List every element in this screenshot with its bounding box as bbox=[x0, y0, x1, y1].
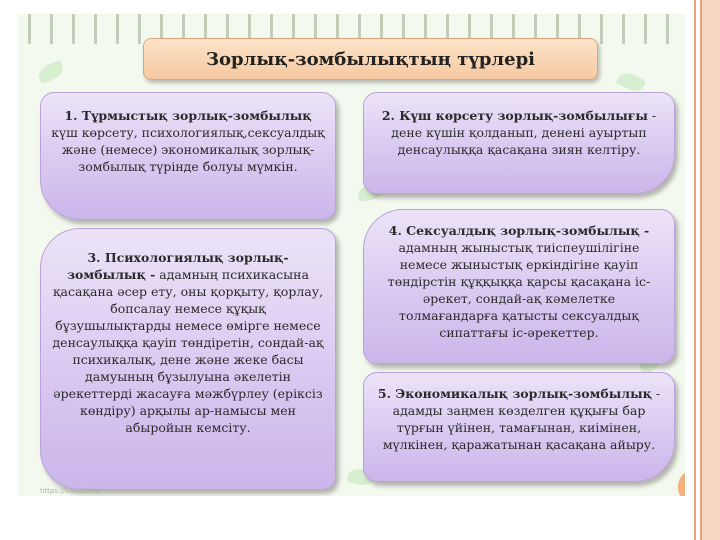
box-heading: 4. Сексуалдық зорлық-зомбылық - bbox=[388, 223, 650, 238]
violence-type-box-psychological bbox=[40, 228, 336, 490]
box-body: - адамды заңмен көзделген құқығы бар түрғын үйінен, тамағынан, киімінен, мүлкінен, қаражатынан қасақана айыру. bbox=[382, 386, 661, 452]
box-body: күш көрсету, психологиялық,сексуалдық және (немесе) экономикалық зорлық-зомбылық түрінде болуы мүмкін. bbox=[51, 125, 325, 174]
violence-type-box-domestic bbox=[40, 92, 336, 220]
side-decoration bbox=[688, 0, 720, 540]
box-body: адамның психикасына қасақана әсер ету, оны қорқыту, қорлау, бопсалау немесе құқық бұзушылықтарды немесе өмірге немесе денсаулыққа қауіп төндіретін, сондай-ақ психикалық, дене және жеке басы дамуының бұзылуына әкелетін әрекеттерді жасауға мәжбүрлеу (еріксіз көндіру) арқылы ар-намысы мен абыройын кемсіту. bbox=[52, 267, 324, 435]
box-heading: 3. Психологиялық зорлық-зомбылық - bbox=[67, 250, 289, 282]
leaf-decoration bbox=[36, 60, 66, 84]
box-body: адамның жыныстық тиіспеушілігіне немесе жыныстық еркіндігіне қауіп төндірстін құққыққа қарсы қасақана іс-әрекет, сондай-ақ кәмелетке толмағандарға қатысты сексуалдық сипаттағы іс-әрекеттер. bbox=[387, 240, 651, 340]
slide bbox=[18, 14, 685, 496]
slide-title: Зорлық-зомбылықтың түрлері bbox=[143, 38, 598, 80]
watermark: https://kanallarku bbox=[40, 487, 102, 495]
corner-decoration bbox=[678, 472, 685, 496]
box-heading: 2. Күш көрсету зорлық-зомбылығы bbox=[381, 108, 648, 123]
box-heading: 1. Тұрмыстық зорлық-зомбылық bbox=[64, 108, 312, 123]
box-body: - дене күшін қолданып, денені ауыртып денсаулыққа қасақана зиян келтіру. bbox=[391, 108, 657, 157]
violence-type-box-physical bbox=[363, 92, 675, 194]
violence-type-box-economic bbox=[363, 372, 675, 482]
box-heading: 5. Экономикалық зорлық-зомбылық bbox=[377, 386, 652, 401]
violence-type-box-sexual bbox=[363, 209, 675, 364]
